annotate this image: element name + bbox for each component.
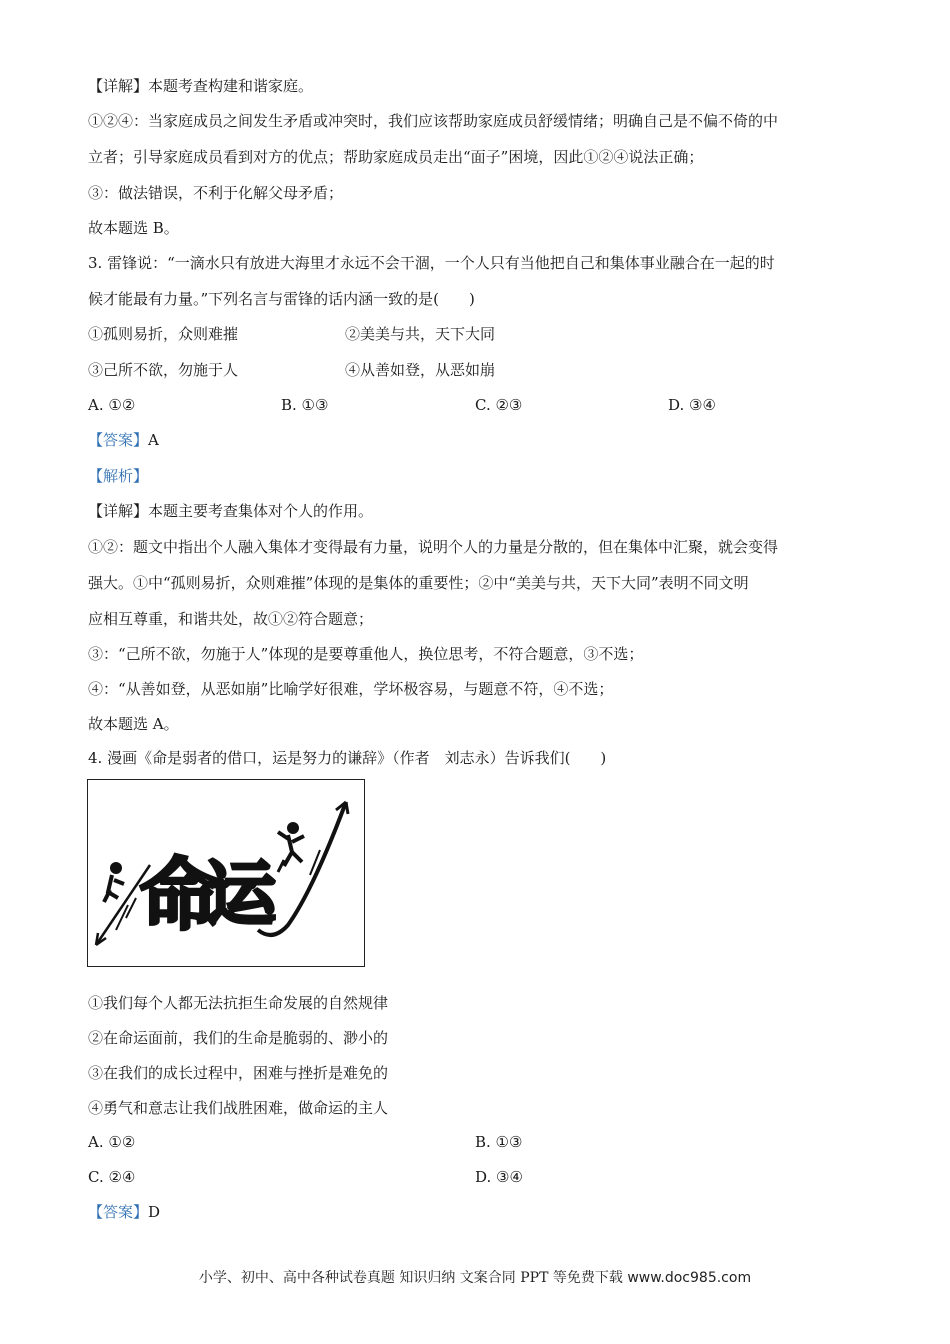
q3-analysis-tag: 【解析】: [88, 467, 149, 485]
q3-explain-line: 强大。①中“孤则易折，众则难摧”体现的是集体的重要性；②中“美美与共，天下大同”表明不同文明: [88, 574, 749, 592]
q4-option-b: B. ①③: [475, 1133, 523, 1151]
q4-stem: 4. 漫画《命是弱者的借口，运是努力的谦辞》（作者 刘志永）告诉我们( ): [88, 749, 607, 767]
cartoon-char-ming: 命: [140, 851, 219, 941]
q3-explain-line: ①②：题文中指出个人融入集体才变得最有力量，说明个人的力量是分散的，但在集体中汇聚，就会变得: [88, 538, 779, 556]
q4-option-d: D. ③④: [475, 1168, 523, 1186]
detail-tag: 【详解】: [88, 77, 149, 95]
q3-conclusion: 故本题选 A。: [88, 715, 179, 733]
cartoon-char-yun: 运: [206, 853, 276, 935]
q4-item: ②在命运面前，我们的生命是脆弱的、渺小的: [88, 1029, 389, 1047]
q4-item: ④勇气和意志让我们战胜困难，做命运的主人: [88, 1099, 389, 1117]
detail-tag: 【详解】: [88, 502, 149, 520]
q2-detail: [88, 76, 313, 96]
q3-answer: [88, 430, 159, 450]
falling-figure: [104, 862, 124, 902]
cartoon-image: [87, 779, 365, 967]
q3-option-a: A. ①②: [88, 396, 136, 414]
q3-option-d: D. ③④: [668, 396, 716, 414]
q2-conclusion: 故本题选 B。: [88, 219, 179, 237]
q4-item: ①我们每个人都无法抗拒生命发展的自然规律: [88, 994, 389, 1012]
q3-item: ②美美与共，天下大同: [345, 325, 496, 343]
q3-item: ③己所不欲，勿施于人: [88, 361, 239, 379]
footer-site-link[interactable]: www.doc985.com: [627, 1270, 752, 1286]
detail-text: 本题考查构建和谐家庭。: [148, 77, 314, 95]
q2-explain-line: 立者；引导家庭成员看到对方的优点；帮助家庭成员走出“面子”困境，因此①②④说法正确；: [88, 148, 704, 166]
cartoon-drawing: [88, 780, 363, 965]
detail-text: 本题主要考查集体对个人的作用。: [148, 502, 374, 520]
climbing-figure: [278, 822, 304, 872]
q4-option-a: A. ①②: [88, 1133, 136, 1151]
answer-value: A: [148, 431, 159, 449]
q3-option-b: B. ①③: [281, 396, 329, 414]
q3-item: ④从善如登，从恶如崩: [345, 361, 496, 379]
answer-tag: 【答案】: [88, 431, 149, 449]
q4-option-c: C. ②④: [88, 1168, 136, 1186]
answer-value: D: [148, 1203, 161, 1221]
q3-stem: 候才能最有力量。”下列名言与雷锋的话内涵一致的是( ): [88, 290, 475, 308]
q3-item: ①孤则易折，众则难摧: [88, 325, 239, 343]
q3-explain-line: ④：“从善如登，从恶如崩”比喻学好很难，学坏极容易，与题意不符，④不选；: [88, 680, 614, 698]
q3-stem: 3. 雷锋说：“一滴水只有放进大海里才永远不会干涸，一个人只有当他把自己和集体事业融合在一起的时: [88, 254, 775, 272]
q4-answer: [88, 1202, 160, 1222]
q3-explain-line: 应相互尊重，和谐共处，故①②符合题意；: [88, 610, 374, 628]
answer-tag: 【答案】: [88, 1203, 149, 1221]
q2-explain-line: ③：做法错误，不利于化解父母矛盾；: [88, 184, 344, 202]
q2-explain-line: ①②④：当家庭成员之间发生矛盾或冲突时，我们应该帮助家庭成员舒缓情绪；明确自己是不偏不倚的中: [88, 112, 779, 130]
page-footer: [0, 1268, 950, 1288]
footer-text: 小学、初中、高中各种试卷真题 知识归纳 文案合同 PPT 等免费下载: [198, 1270, 623, 1286]
q3-detail: [88, 501, 373, 521]
q3-option-c: C. ②③: [475, 396, 523, 414]
q4-item: ③在我们的成长过程中，困难与挫折是难免的: [88, 1064, 389, 1082]
q3-explain-line: ③：“己所不欲，勿施于人”体现的是要尊重他人，换位思考，不符合题意，③不选；: [88, 645, 644, 663]
